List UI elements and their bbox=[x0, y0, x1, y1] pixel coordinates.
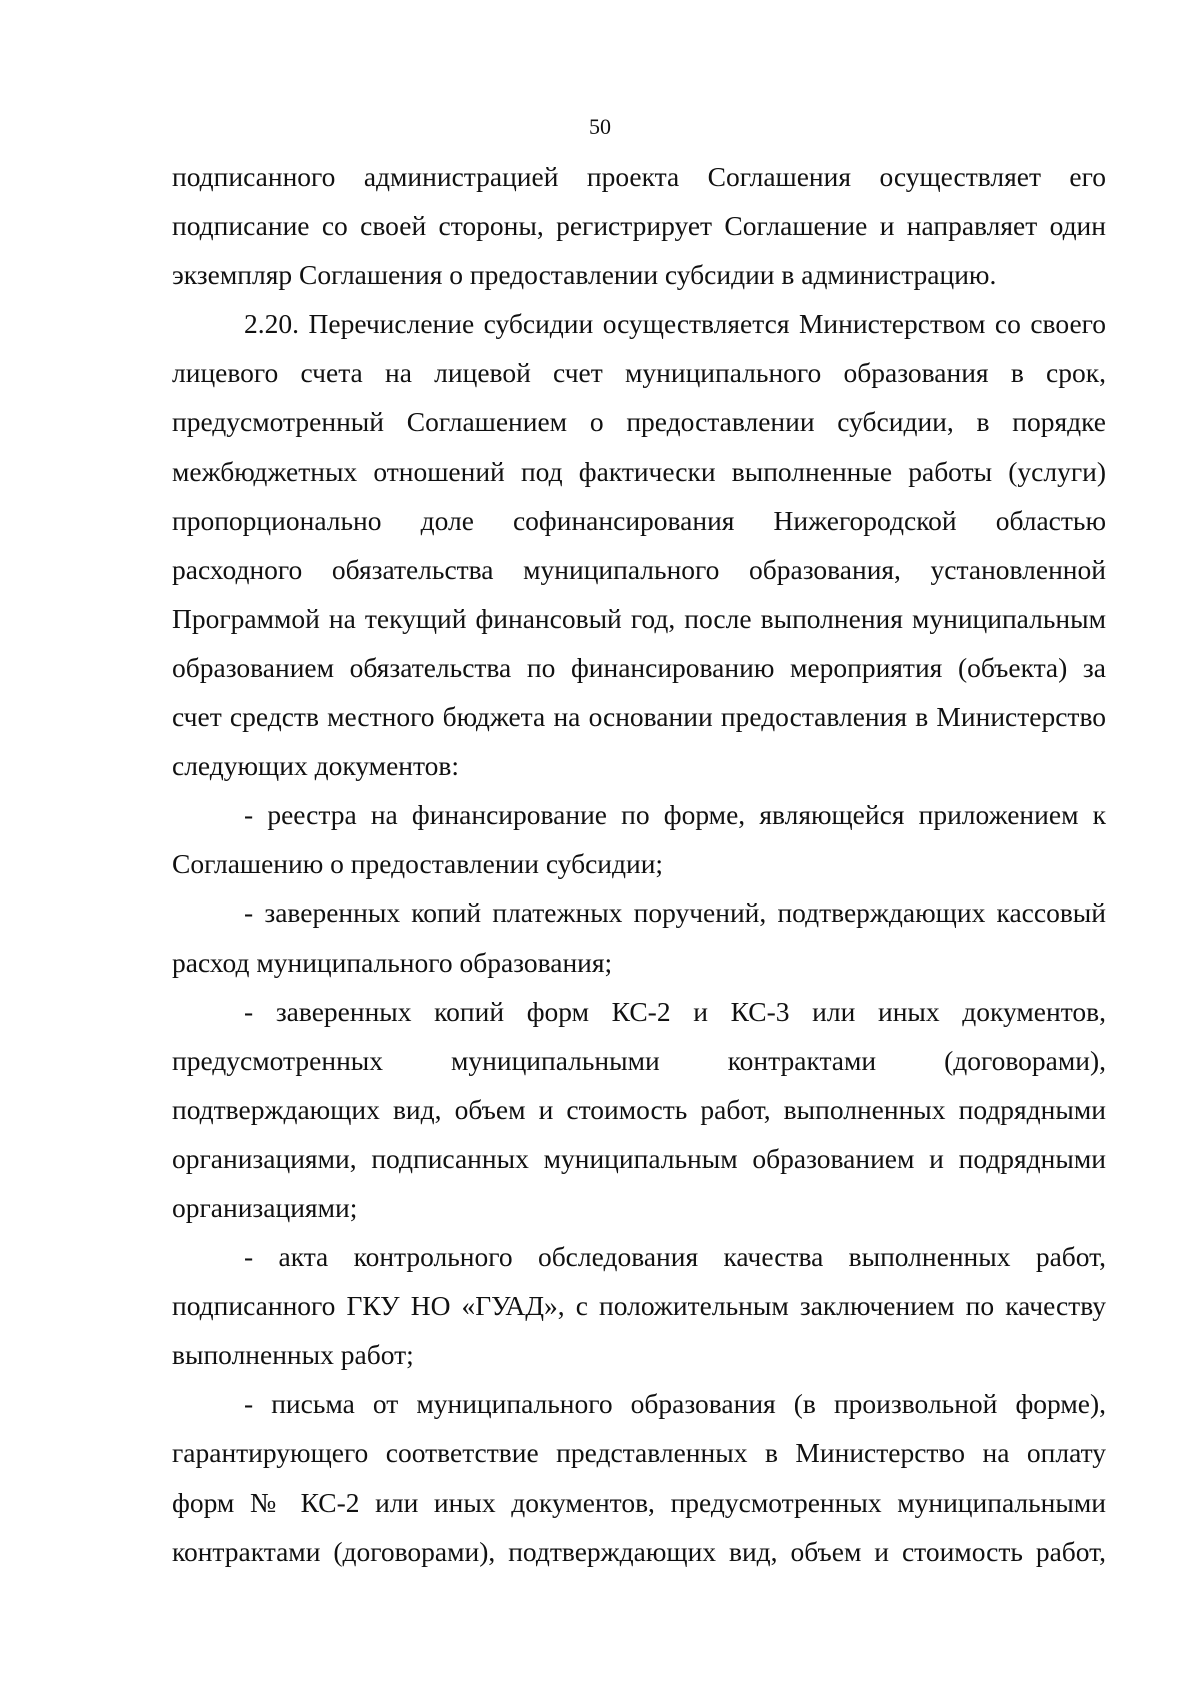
paragraph-continuation: подписанного администрацией проекта Соглашения осуществляет его подписание со своей стороны, регистрирует Соглашение и направляет один экземпляр Соглашения о предоставлении субсидии в администрацию. bbox=[172, 161, 1106, 291]
list-item-guarantee-letter: - письма от муниципального образования (в произвольной форме), гарантирующего соответствие представленных в Министерство на оплату форм № КС-2 или иных документов, предусмотренных муниципальными контрактами (договорами), подтверждающих вид, объем и стоимость работ, bbox=[172, 1388, 1106, 1567]
list-item-ks-forms: - заверенных копий форм КС-2 и КС-3 или иных документов, предусмотренных муниципальными контрактами (договорами), подтверждающих вид, объем и стоимость работ, выполненных подрядными организациями, подписанных муниципальным образованием и подрядными организациями; bbox=[172, 995, 1106, 1223]
document-body bbox=[172, 152, 1106, 1576]
page-number: 50 bbox=[589, 114, 611, 139]
list-item-registry: - реестра на финансирование по форме, являющейся приложением к Соглашению о предоставлении субсидии; bbox=[172, 799, 1106, 880]
paragraph-2-20: 2.20. Перечисление субсидии осуществляется Министерством со своего лицевого счета на лицевой счет муниципального образования в срок, предусмотренный Соглашением о предоставлении субсидии, в порядке межбюджетных отношений под фактически выполненные работы (услуги) пропорционально доле софинансирования Нижегородской областью расходного обязательства муниципального образования, установленной Программой на текущий финансовый год, после выполнения муниципальным образованием обязательства по финансированию мероприятия (объекта) за счет средств местного бюджета на основании предоставления в Министерство следующих документов: bbox=[172, 308, 1106, 782]
list-item-payment-orders: - заверенных копий платежных поручений, подтверждающих кассовый расход муниципального образования; bbox=[172, 897, 1106, 978]
list-item-inspection-act: - акта контрольного обследования качества выполненных работ, подписанного ГКУ НО «ГУАД», с положительным заключением по качеству выполненных работ; bbox=[172, 1241, 1106, 1371]
